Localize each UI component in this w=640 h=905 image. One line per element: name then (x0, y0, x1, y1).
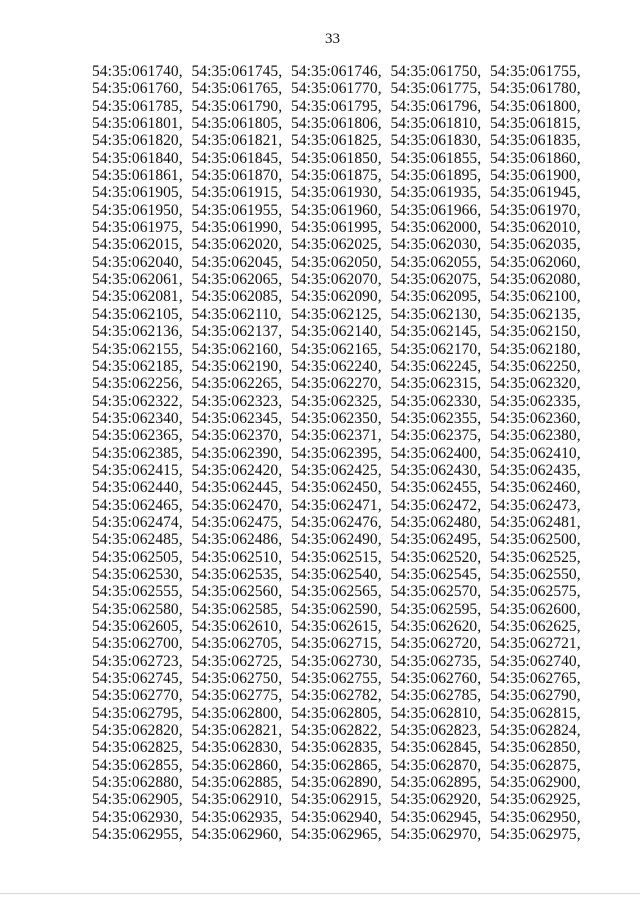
cadastral-number: 54:35:062000, (390, 219, 482, 237)
cadastral-number: 54:35:061861, (92, 167, 183, 185)
cadastral-number: 54:35:062565, (291, 583, 382, 601)
cadastral-number: 54:35:062721, (490, 635, 581, 653)
cadastral-number: 54:35:061760, (92, 80, 183, 98)
cadastral-number: 54:35:062870, (390, 756, 482, 774)
cadastral-number: 54:35:062540, (291, 565, 382, 583)
cadastral-number: 54:35:062930, (92, 808, 183, 826)
cadastral-number: 54:35:061805, (191, 115, 283, 133)
cadastral-number: 54:35:062335, (490, 392, 581, 410)
cadastral-number: 54:35:062060, (490, 253, 581, 271)
cadastral-number: 54:35:062170, (390, 340, 482, 358)
cadastral-number: 54:35:062975, (490, 826, 581, 844)
scan-edge-line (0, 893, 640, 894)
cadastral-number: 54:35:061825, (291, 132, 382, 150)
cadastral-number: 54:35:062250, (490, 357, 581, 375)
cadastral-number: 54:35:062590, (291, 600, 382, 618)
cadastral-number: 54:35:062605, (92, 618, 183, 635)
cadastral-number: 54:35:061740, (92, 63, 183, 80)
cadastral-number: 54:35:062400, (390, 444, 482, 462)
cadastral-number: 54:35:062323, (191, 392, 283, 410)
cadastral-number: 54:35:062190, (191, 357, 283, 375)
cadastral-number: 54:35:062810, (390, 704, 482, 722)
cadastral-number: 54:35:062370, (191, 427, 283, 445)
cadastral-number: 54:35:061950, (92, 201, 183, 219)
cadastral-number: 54:35:062140, (291, 323, 382, 341)
cadastral-number: 54:35:062885, (191, 774, 283, 792)
cadastral-number: 54:35:062125, (291, 305, 382, 323)
cadastral-number: 54:35:062795, (92, 704, 183, 722)
cadastral-number: 54:35:062615, (291, 618, 382, 635)
cadastral-number: 54:35:062476, (291, 513, 382, 531)
cadastral-number: 54:35:062940, (291, 808, 382, 826)
cadastral-number: 54:35:062800, (191, 704, 283, 722)
cadastral-number: 54:35:061960, (291, 201, 382, 219)
cadastral-number: 54:35:061810, (390, 115, 482, 133)
cadastral-number: 54:35:061860, (490, 149, 581, 167)
cadastral-number: 54:35:061990, (191, 219, 283, 237)
cadastral-number: 54:35:062910, (191, 791, 283, 809)
cadastral-number: 54:35:062137, (191, 323, 283, 341)
cadastral-number: 54:35:062360, (490, 409, 581, 427)
cadastral-number: 54:35:062070, (291, 271, 382, 289)
cadastral-number: 54:35:062145, (390, 323, 482, 341)
cadastral-number: 54:35:062445, (191, 479, 283, 497)
cadastral-number: 54:35:062850, (490, 739, 581, 757)
cadastral-number: 54:35:062585, (191, 600, 283, 618)
cadastral-number: 54:35:062495, (390, 531, 482, 549)
cadastral-number: 54:35:061801, (92, 115, 183, 133)
cadastral-number: 54:35:062095, (390, 288, 482, 306)
cadastral-number: 54:35:062050, (291, 253, 382, 271)
cadastral-number: 54:35:062390, (191, 444, 283, 462)
cadastral-number: 54:35:062040, (92, 253, 183, 271)
cadastral-number: 54:35:062471, (291, 496, 382, 514)
cadastral-number: 54:35:061821, (191, 132, 283, 150)
cadastral-number: 54:35:062480, (390, 513, 482, 531)
cadastral-number: 54:35:062760, (390, 670, 482, 688)
cadastral-number: 54:35:062875, (490, 756, 581, 774)
cadastral-number: 54:35:062555, (92, 583, 183, 601)
cadastral-number: 54:35:061935, (390, 184, 482, 202)
cadastral-number: 54:35:062824, (490, 722, 581, 740)
cadastral-number: 54:35:062610, (191, 618, 283, 635)
cadastral-number: 54:35:062822, (291, 722, 382, 740)
cadastral-number: 54:35:062080, (490, 271, 581, 289)
cadastral-number: 54:35:062015, (92, 236, 183, 254)
cadastral-number: 54:35:062745, (92, 670, 183, 688)
cadastral-number: 54:35:062010, (490, 219, 581, 237)
cadastral-number: 54:35:062510, (191, 548, 283, 566)
cadastral-number: 54:35:062845, (390, 739, 482, 757)
cadastral-number: 54:35:062755, (291, 670, 382, 688)
cadastral-number: 54:35:062545, (390, 565, 482, 583)
cadastral-number: 54:35:062505, (92, 548, 183, 566)
cadastral-number: 54:35:062823, (390, 722, 482, 740)
cadastral-number: 54:35:062474, (92, 513, 183, 531)
cadastral-number: 54:35:062515, (291, 548, 382, 566)
cadastral-number: 54:35:062485, (92, 531, 183, 549)
cadastral-number: 54:35:062415, (92, 461, 183, 479)
cadastral-number: 54:35:062365, (92, 427, 183, 445)
cadastral-number: 54:35:062385, (92, 444, 183, 462)
cadastral-number: 54:35:062765, (490, 670, 581, 688)
cadastral-number: 54:35:062430, (390, 461, 482, 479)
cadastral-number: 54:35:062330, (390, 392, 482, 410)
cadastral-number: 54:35:062725, (191, 652, 283, 670)
cadastral-number: 54:35:061945, (490, 184, 581, 202)
cadastral-number: 54:35:062256, (92, 375, 183, 393)
cadastral-number: 54:35:062155, (92, 340, 183, 358)
cadastral-number: 54:35:062530, (92, 565, 183, 583)
cadastral-number: 54:35:062905, (92, 791, 183, 809)
cadastral-number: 54:35:061746, (291, 63, 382, 80)
cadastral-number: 54:35:062180, (490, 340, 581, 358)
cadastral-number: 54:35:062890, (291, 774, 382, 792)
cadastral-number: 54:35:062500, (490, 531, 581, 549)
cadastral-number: 54:35:062100, (490, 288, 581, 306)
cadastral-number: 54:35:062460, (490, 479, 581, 497)
cadastral-number: 54:35:062960, (191, 826, 283, 844)
cadastral-number: 54:35:062625, (490, 618, 581, 635)
cadastral-number: 54:35:062595, (390, 600, 482, 618)
cadastral-number: 54:35:062560, (191, 583, 283, 601)
cadastral-number: 54:35:062550, (490, 565, 581, 583)
cadastral-number: 54:35:062425, (291, 461, 382, 479)
cadastral-number: 54:35:061765, (191, 80, 283, 98)
cadastral-number: 54:35:062570, (390, 583, 482, 601)
cadastral-number: 54:35:062815, (490, 704, 581, 722)
page-number: 33 (325, 31, 340, 47)
cadastral-number: 54:35:062355, (390, 409, 482, 427)
cadastral-number: 54:35:062925, (490, 791, 581, 809)
cadastral-number: 54:35:062435, (490, 461, 581, 479)
cadastral-number: 54:35:061975, (92, 219, 183, 237)
cadastral-number: 54:35:062920, (390, 791, 482, 809)
cadastral-number: 54:35:062081, (92, 288, 183, 306)
cadastral-number: 54:35:062475, (191, 513, 283, 531)
cadastral-number: 54:35:061840, (92, 149, 183, 167)
cadastral-number: 54:35:062835, (291, 739, 382, 757)
cadastral-number: 54:35:062790, (490, 687, 581, 705)
cadastral-number: 54:35:062270, (291, 375, 382, 393)
cadastral-number: 54:35:061915, (191, 184, 283, 202)
cadastral-number: 54:35:061835, (490, 132, 581, 150)
cadastral-number: 54:35:061845, (191, 149, 283, 167)
cadastral-number: 54:35:061770, (291, 80, 382, 98)
cadastral-number: 54:35:062735, (390, 652, 482, 670)
cadastral-number: 54:35:062600, (490, 600, 581, 618)
cadastral-number: 54:35:062110, (191, 305, 282, 323)
cadastral-number: 54:35:062481, (490, 513, 581, 531)
cadastral-number: 54:35:061775, (390, 80, 482, 98)
cadastral-number: 54:35:062320, (490, 375, 581, 393)
cadastral-number: 54:35:062785, (390, 687, 482, 705)
cadastral-number: 54:35:062020, (191, 236, 283, 254)
cadastral-number: 54:35:062720, (390, 635, 482, 653)
cadastral-number: 54:35:062775, (191, 687, 283, 705)
cadastral-number: 54:35:062420, (191, 461, 283, 479)
cadastral-number: 54:35:062325, (291, 392, 382, 410)
cadastral-number: 54:35:062030, (390, 236, 482, 254)
cadastral-number: 54:35:062025, (291, 236, 382, 254)
cadastral-number: 54:35:062090, (291, 288, 382, 306)
cadastral-number: 54:35:062705, (191, 635, 283, 653)
cadastral-number: 54:35:061870, (191, 167, 283, 185)
cadastral-number: 54:35:062945, (390, 808, 482, 826)
cadastral-number: 54:35:062165, (291, 340, 382, 358)
cadastral-number: 54:35:061955, (191, 201, 283, 219)
cadastral-number: 54:35:061855, (390, 149, 482, 167)
cadastral-number: 54:35:061790, (191, 97, 283, 115)
cadastral-number: 54:35:062880, (92, 774, 183, 792)
cadastral-number: 54:35:062136, (92, 323, 183, 341)
cadastral-number: 54:35:062900, (490, 774, 581, 792)
cadastral-number: 54:35:062472, (390, 496, 482, 514)
cadastral-number: 54:35:061755, (490, 63, 581, 80)
cadastral-number: 54:35:062860, (191, 756, 283, 774)
cadastral-number: 54:35:062965, (291, 826, 382, 844)
cadastral-number: 54:35:062105, (92, 305, 183, 323)
cadastral-number: 54:35:061875, (291, 167, 382, 185)
cadastral-number: 54:35:061995, (291, 219, 382, 237)
cadastral-number: 54:35:061815, (490, 115, 581, 133)
cadastral-number: 54:35:062055, (390, 253, 482, 271)
cadastral-number: 54:35:062465, (92, 496, 183, 514)
cadastral-number: 54:35:062240, (291, 357, 382, 375)
cadastral-number: 54:35:062723, (92, 652, 183, 670)
cadastral-number: 54:35:061970, (490, 201, 581, 219)
cadastral-number: 54:35:062820, (92, 722, 183, 740)
cadastral-number: 54:35:062045, (191, 253, 283, 271)
cadastral-number: 54:35:062085, (191, 288, 283, 306)
cadastral-number: 54:35:061785, (92, 97, 183, 115)
cadastral-number-list (92, 63, 590, 843)
cadastral-number: 54:35:062830, (191, 739, 283, 757)
cadastral-number: 54:35:062575, (490, 583, 581, 601)
cadastral-number: 54:35:061820, (92, 132, 183, 150)
cadastral-number: 54:35:062525, (490, 548, 581, 566)
cadastral-number: 54:35:062865, (291, 756, 382, 774)
cadastral-number: 54:35:062075, (390, 271, 482, 289)
cadastral-number: 54:35:061800, (490, 97, 581, 115)
cadastral-number: 54:35:062821, (191, 722, 283, 740)
cadastral-number: 54:35:062895, (390, 774, 482, 792)
cadastral-number: 54:35:061930, (291, 184, 382, 202)
cadastral-number: 54:35:062322, (92, 392, 183, 410)
cadastral-number: 54:35:062715, (291, 635, 382, 653)
cadastral-number: 54:35:062350, (291, 409, 382, 427)
cadastral-number: 54:35:061750, (390, 63, 482, 80)
cadastral-number: 54:35:062825, (92, 739, 183, 757)
cadastral-number: 54:35:062265, (191, 375, 283, 393)
cadastral-number: 54:35:062740, (490, 652, 581, 670)
cadastral-number: 54:35:062135, (490, 305, 581, 323)
cadastral-number: 54:35:062130, (390, 305, 482, 323)
cadastral-number: 54:35:062855, (92, 756, 183, 774)
cadastral-number: 54:35:062340, (92, 409, 183, 427)
cadastral-number: 54:35:061745, (191, 63, 283, 80)
cadastral-number: 54:35:061966, (390, 201, 482, 219)
cadastral-number: 54:35:062061, (92, 271, 183, 289)
cadastral-number: 54:35:061780, (490, 80, 581, 98)
cadastral-number: 54:35:062490, (291, 531, 382, 549)
cadastral-number: 54:35:062955, (92, 826, 183, 844)
cadastral-number: 54:35:062950, (490, 808, 581, 826)
cadastral-number: 54:35:061850, (291, 149, 382, 167)
cadastral-number: 54:35:062782, (291, 687, 382, 705)
cadastral-number: 54:35:062440, (92, 479, 183, 497)
cadastral-number: 54:35:061806, (291, 115, 382, 133)
cadastral-number: 54:35:062185, (92, 357, 183, 375)
cadastral-number: 54:35:062150, (490, 323, 581, 341)
cadastral-number: 54:35:062805, (291, 704, 382, 722)
cadastral-number: 54:35:062395, (291, 444, 382, 462)
cadastral-number: 54:35:062315, (390, 375, 482, 393)
cadastral-number: 54:35:062620, (390, 618, 482, 635)
cadastral-number: 54:35:061796, (390, 97, 482, 115)
cadastral-number: 54:35:062915, (291, 791, 382, 809)
cadastral-number: 54:35:062580, (92, 600, 183, 618)
cadastral-number: 54:35:062245, (390, 357, 482, 375)
cadastral-number: 54:35:062375, (390, 427, 482, 445)
cadastral-number: 54:35:061830, (390, 132, 482, 150)
cadastral-number: 54:35:061905, (92, 184, 183, 202)
cadastral-number: 54:35:062455, (390, 479, 482, 497)
cadastral-number: 54:35:062935, (191, 808, 283, 826)
cadastral-number: 54:35:062065, (191, 271, 283, 289)
cadastral-number: 54:35:062770, (92, 687, 183, 705)
cadastral-number: 54:35:062470, (191, 496, 283, 514)
cadastral-number: 54:35:061895, (390, 167, 482, 185)
cadastral-number: 54:35:062970, (390, 826, 482, 844)
cadastral-number: 54:35:062750, (191, 670, 283, 688)
cadastral-number: 54:35:062520, (390, 548, 482, 566)
cadastral-number: 54:35:062345, (191, 409, 283, 427)
cadastral-number: 54:35:062730, (291, 652, 382, 670)
cadastral-number: 54:35:062035, (490, 236, 581, 254)
cadastral-number: 54:35:062410, (490, 444, 581, 462)
cadastral-number: 54:35:062160, (191, 340, 283, 358)
cadastral-number: 54:35:062371, (291, 427, 382, 445)
cadastral-number: 54:35:062380, (490, 427, 581, 445)
cadastral-number: 54:35:062700, (92, 635, 183, 653)
cadastral-number: 54:35:062473, (490, 496, 581, 514)
cadastral-number: 54:35:062450, (291, 479, 382, 497)
cadastral-number: 54:35:061795, (291, 97, 382, 115)
cadastral-number: 54:35:062486, (191, 531, 283, 549)
cadastral-number: 54:35:062535, (191, 565, 283, 583)
cadastral-number: 54:35:061900, (490, 167, 581, 185)
